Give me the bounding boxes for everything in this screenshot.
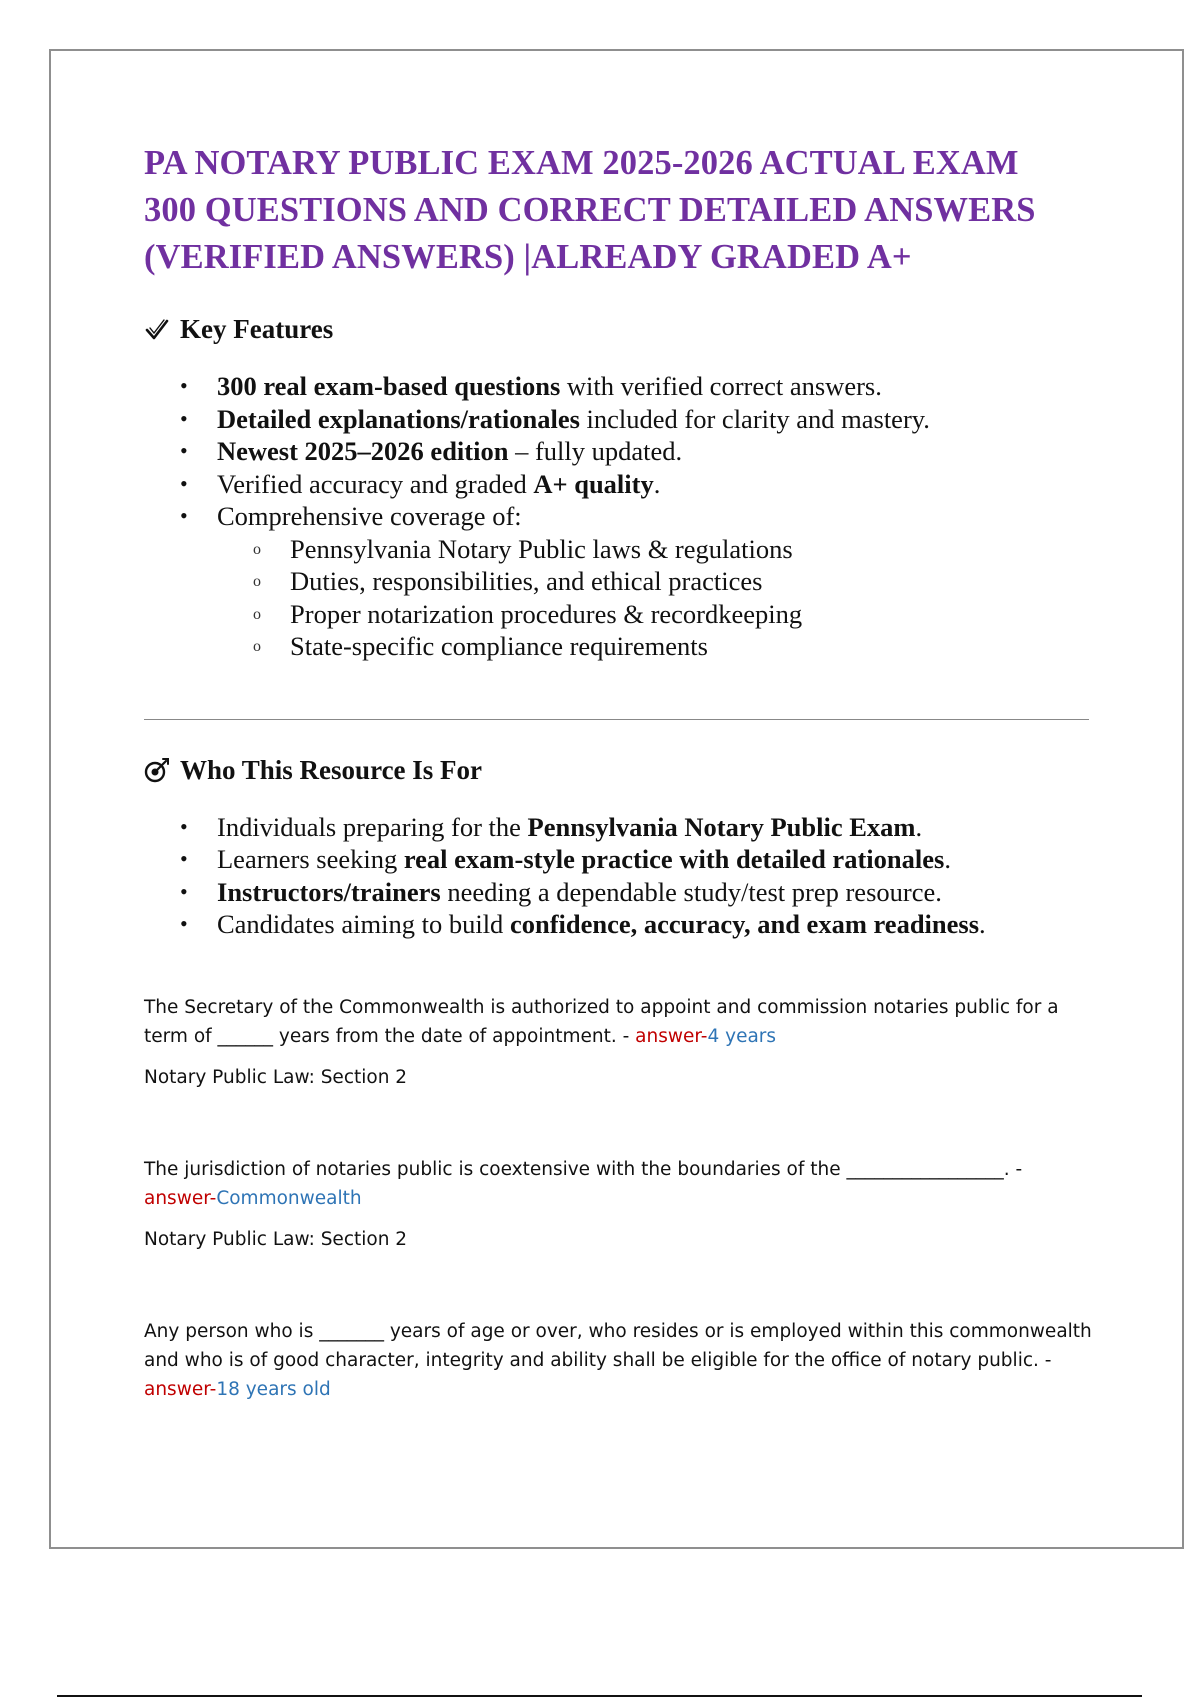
sublist-item: o State-specific compliance requirements — [144, 630, 1094, 663]
answer-3: 18 years old — [216, 1378, 331, 1400]
answer-1: 4 years — [707, 1025, 777, 1047]
question-3: Any person who is _______ years of age or over, who resides or is employed within this commonwealth and who is of good character, integrity and ability shall be eligible for the office of notary public. - answer-18 years old — [144, 1320, 1092, 1400]
question-1: The Secretary of the Commonwealth is authorized to appoint and commission notaries public for a term of ______ years from the date of appointment. - answer-4 years — [144, 996, 1059, 1047]
target-icon — [144, 757, 170, 783]
list-item: • Candidates aiming to build confidence, accuracy, and exam readiness. — [144, 908, 1094, 941]
audience-list — [144, 811, 1094, 941]
document-title — [144, 140, 1094, 281]
list-item: • Instructors/trainers needing a dependable study/test prep resource. — [144, 876, 1094, 909]
reference-1: Notary Public Law: Section 2 — [144, 1066, 408, 1088]
check-icon — [144, 317, 170, 343]
title-line-2: 300 QUESTIONS AND CORRECT DETAILED ANSWERS — [144, 191, 1036, 229]
key-features-list — [144, 370, 1094, 663]
document-content — [144, 140, 1094, 1404]
sublist-item: o Proper notarization procedures & recordkeeping — [144, 598, 1094, 631]
title-line-1: PA NOTARY PUBLIC EXAM 2025-2026 ACTUAL EXAM — [144, 144, 1019, 182]
audience-heading — [144, 755, 1094, 786]
key-features-heading — [144, 314, 1094, 345]
question-2: The jurisdiction of notaries public is coextensive with the boundaries of the _________________. - answer-Commonwealth — [144, 1158, 1023, 1209]
key-features-title: Key Features — [180, 314, 334, 344]
sublist-item: o Pennsylvania Notary Public laws & regulations — [144, 533, 1094, 566]
list-item: • Comprehensive coverage of: o Pennsylvania Notary Public laws & regulations o Duties, responsibilities, and ethical practices o Proper notarization procedures & recordkeeping o State-specific compliance requirements — [144, 500, 1094, 663]
coverage-sublist — [217, 533, 1094, 663]
list-item: • Verified accuracy and graded A+ quality. — [144, 468, 1094, 501]
title-line-3: (VERIFIED ANSWERS) |ALREADY GRADED A+ — [144, 238, 912, 276]
bottom-rule — [57, 1695, 1142, 1697]
audience-title: Who This Resource Is For — [180, 754, 483, 785]
sublist-item: o Duties, responsibilities, and ethical practices — [144, 565, 1094, 598]
list-item: • 300 real exam-based questions with verified correct answers. — [144, 370, 1094, 403]
list-item: • Detailed explanations/rationales included for clarity and mastery. — [144, 403, 1094, 436]
list-item: • Newest 2025–2026 edition – fully updated. — [144, 435, 1094, 468]
answer-2: Commonwealth — [216, 1187, 362, 1209]
reference-2: Notary Public Law: Section 2 — [144, 1228, 408, 1250]
list-item: • Individuals preparing for the Pennsylvania Notary Public Exam. — [144, 811, 1094, 844]
list-item: • Learners seeking real exam-style practice with detailed rationales. — [144, 843, 1094, 876]
